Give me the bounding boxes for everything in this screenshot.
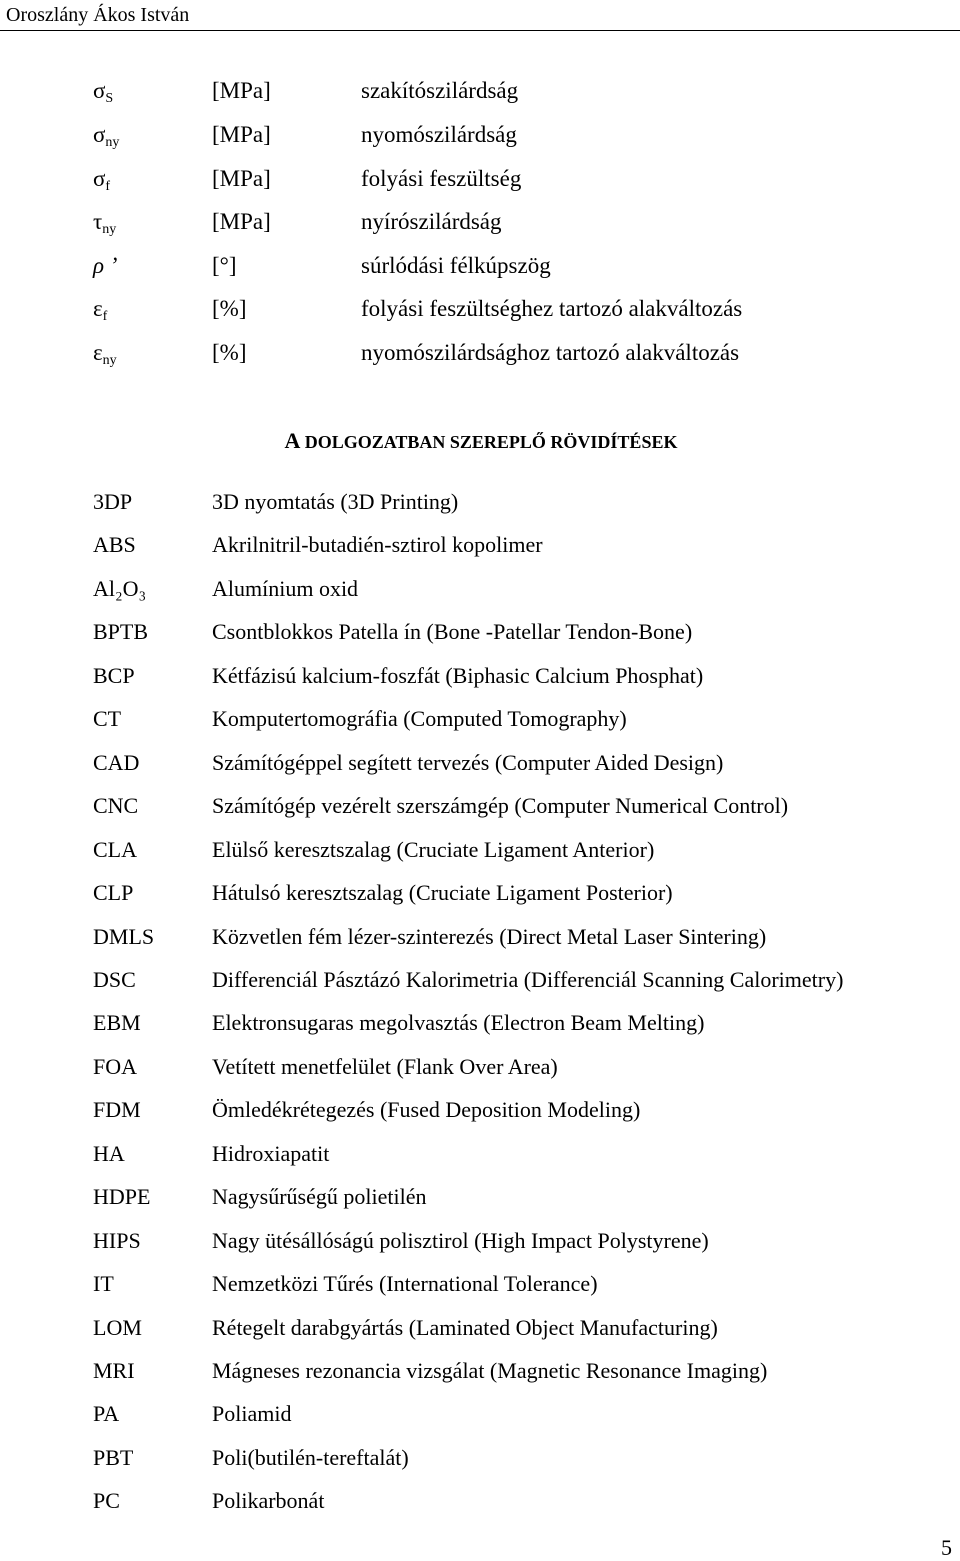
- abbreviation: FDM: [93, 1097, 141, 1122]
- abbreviation-definition: Hidroxiapatit: [212, 1141, 330, 1166]
- abbreviation-row: [0, 617, 960, 647]
- abbreviation: PC: [93, 1488, 120, 1513]
- abbreviation: DMLS: [93, 924, 155, 949]
- symbol-row: [0, 164, 960, 194]
- symbol-unit: [MPa]: [212, 122, 271, 147]
- abbreviation-row: [0, 1399, 960, 1429]
- page-number: 5: [941, 1535, 952, 1560]
- abbreviation: CAD: [93, 750, 140, 775]
- abbreviation-row: [0, 530, 960, 560]
- symbol-description: szakítószilárdság: [361, 78, 519, 103]
- abbreviation: BCP: [93, 663, 135, 688]
- symbol-description: folyási feszültséghez tartozó alakváltozás: [361, 296, 743, 321]
- abbreviation-row: [0, 1182, 960, 1212]
- abbreviation: EBM: [93, 1010, 141, 1035]
- abbreviation: CLA: [93, 837, 137, 862]
- abbreviation: FOA: [93, 1054, 138, 1079]
- symbol-row: [0, 338, 960, 368]
- abbreviation: HDPE: [93, 1184, 151, 1209]
- abbreviation-definition: Alumínium oxid: [212, 576, 359, 601]
- abbreviation-row: [0, 1269, 960, 1299]
- abbreviation-row: [0, 1443, 960, 1473]
- abbreviation: BPTB: [93, 619, 149, 644]
- abbreviation: LOM: [93, 1315, 142, 1340]
- abbreviation-definition: Akrilnitril-butadién-sztirol kopolimer: [212, 532, 543, 557]
- symbol-unit: [%]: [212, 296, 247, 321]
- abbreviation: DSC: [93, 967, 136, 992]
- abbreviation: IT: [93, 1271, 114, 1296]
- abbreviation-definition: Vetített menetfelület (Flank Over Area): [212, 1054, 558, 1079]
- symbol-row: [0, 207, 960, 237]
- abbreviation: 3DP: [93, 489, 133, 514]
- abbreviation-row: [0, 1486, 960, 1516]
- abbreviation-definition: Nagy ütésállóságú polisztirol (High Impact Polystyrene): [212, 1228, 709, 1253]
- abbreviation: PA: [93, 1401, 120, 1426]
- abbreviation: PBT: [93, 1445, 134, 1470]
- symbol: $\sigma_S$: [93, 78, 114, 106]
- symbol-row: [0, 120, 960, 150]
- abbreviation-row: [0, 704, 960, 734]
- abbreviation-row: [0, 1008, 960, 1038]
- abbreviation-row: [0, 965, 960, 995]
- symbol: $\sigma_f$: [93, 166, 111, 194]
- abbreviation: CNC: [93, 793, 139, 818]
- symbol-row: [0, 294, 960, 324]
- symbol: $\varepsilon_f$: [93, 296, 108, 324]
- symbol: $\tau_{ny}$: [93, 209, 117, 237]
- abbreviation: Al₂O₃: [93, 576, 147, 601]
- symbol: $\sigma_{ny}$: [93, 122, 120, 150]
- abbreviation-definition: Számítógép vezérelt szerszámgép (Computer Numerical Control): [212, 793, 789, 818]
- symbol-description: súrlódási félkúpszög: [361, 253, 551, 278]
- abbreviation-definition: Közvetlen fém lézer-szinterezés (Direct Metal Laser Sintering): [212, 924, 767, 949]
- symbol-unit: [MPa]: [212, 78, 271, 103]
- abbreviation: MRI: [93, 1358, 135, 1383]
- abbreviation-definition: Polikarbonát: [212, 1488, 325, 1513]
- abbreviation-row: [0, 1313, 960, 1343]
- symbol-description: folyási feszültség: [361, 166, 522, 191]
- symbol-description: nyírószilárdság: [361, 209, 502, 234]
- abbreviation: ABS: [93, 532, 136, 557]
- abbreviation: CLP: [93, 880, 134, 905]
- abbreviation: CT: [93, 706, 122, 731]
- abbreviation-definition: Poliamid: [212, 1401, 292, 1426]
- abbreviation-definition: Hátulsó keresztszalag (Cruciate Ligament Posterior): [212, 880, 673, 905]
- symbol-description: nyomószilárdsághoz tartozó alakváltozás: [361, 340, 740, 365]
- symbol: $\varepsilon_{ny}$: [93, 340, 117, 368]
- abbreviation-row: [0, 574, 960, 604]
- symbol-unit: [MPa]: [212, 166, 271, 191]
- abbreviation-definition: Komputertomográfia (Computed Tomography): [212, 706, 627, 731]
- abbreviation-definition: Számítógéppel segített tervezés (Computer Aided Design): [212, 750, 724, 775]
- abbreviation-definition: Ömledékrétegezés (Fused Deposition Modeling): [212, 1097, 641, 1122]
- abbreviation-definition: Csontblokkos Patella ín (Bone -Patellar Tendon-Bone): [212, 619, 693, 644]
- symbol-row: [0, 76, 960, 106]
- abbreviation-definition: Elülső keresztszalag (Cruciate Ligament Anterior): [212, 837, 655, 862]
- abbreviation-row: [0, 1095, 960, 1125]
- symbol-unit: [°]: [212, 253, 237, 278]
- abbreviation-definition: Elektronsugaras megolvasztás (Electron Beam Melting): [212, 1010, 705, 1035]
- abbreviation-row: [0, 835, 960, 865]
- abbreviation-row: [0, 922, 960, 952]
- abbreviation-definition: 3D nyomtatás (3D Printing): [212, 489, 459, 514]
- page-header: [0, 0, 960, 31]
- abbreviation: HIPS: [93, 1228, 141, 1253]
- abbreviation-row: [0, 1356, 960, 1386]
- section-title: A DOLGOZATBAN SZEREPLŐ RÖVIDÍTÉSEK: [284, 428, 678, 453]
- abbreviation-definition: Mágneses rezonancia vizsgálat (Magnetic Resonance Imaging): [212, 1358, 768, 1383]
- abbreviation-definition: Differenciál Pásztázó Kalorimetria (Differenciál Scanning Calorimetry): [212, 967, 844, 992]
- abbreviation-row: [0, 1226, 960, 1256]
- symbol-row: [0, 251, 960, 281]
- abbreviation-definition: Poli(butilén-tereftalát): [212, 1445, 409, 1470]
- abbreviation-row: [0, 878, 960, 908]
- abbreviation-row: [0, 1052, 960, 1082]
- symbol-unit: [%]: [212, 340, 247, 365]
- abbreviation-row: [0, 791, 960, 821]
- symbol-description: nyomószilárdság: [361, 122, 517, 147]
- abbreviation-definition: Rétegelt darabgyártás (Laminated Object Manufacturing): [212, 1315, 718, 1340]
- abbreviation: HA: [93, 1141, 125, 1166]
- abbreviation-definition: Nemzetközi Tűrés (International Tolerance): [212, 1271, 598, 1296]
- abbreviation-row: [0, 748, 960, 778]
- abbreviation-definition: Nagysűrűségű polietilén: [212, 1184, 427, 1209]
- symbol: ρ ’: [93, 253, 118, 278]
- header-author: Oroszlány Ákos István: [6, 4, 190, 26]
- symbol-unit: [MPa]: [212, 209, 271, 234]
- abbreviation-row: [0, 487, 960, 517]
- abbreviation-definition: Kétfázisú kalcium-foszfát (Biphasic Calcium Phosphat): [212, 663, 704, 688]
- abbreviation-row: [0, 1139, 960, 1169]
- abbreviation-row: [0, 661, 960, 691]
